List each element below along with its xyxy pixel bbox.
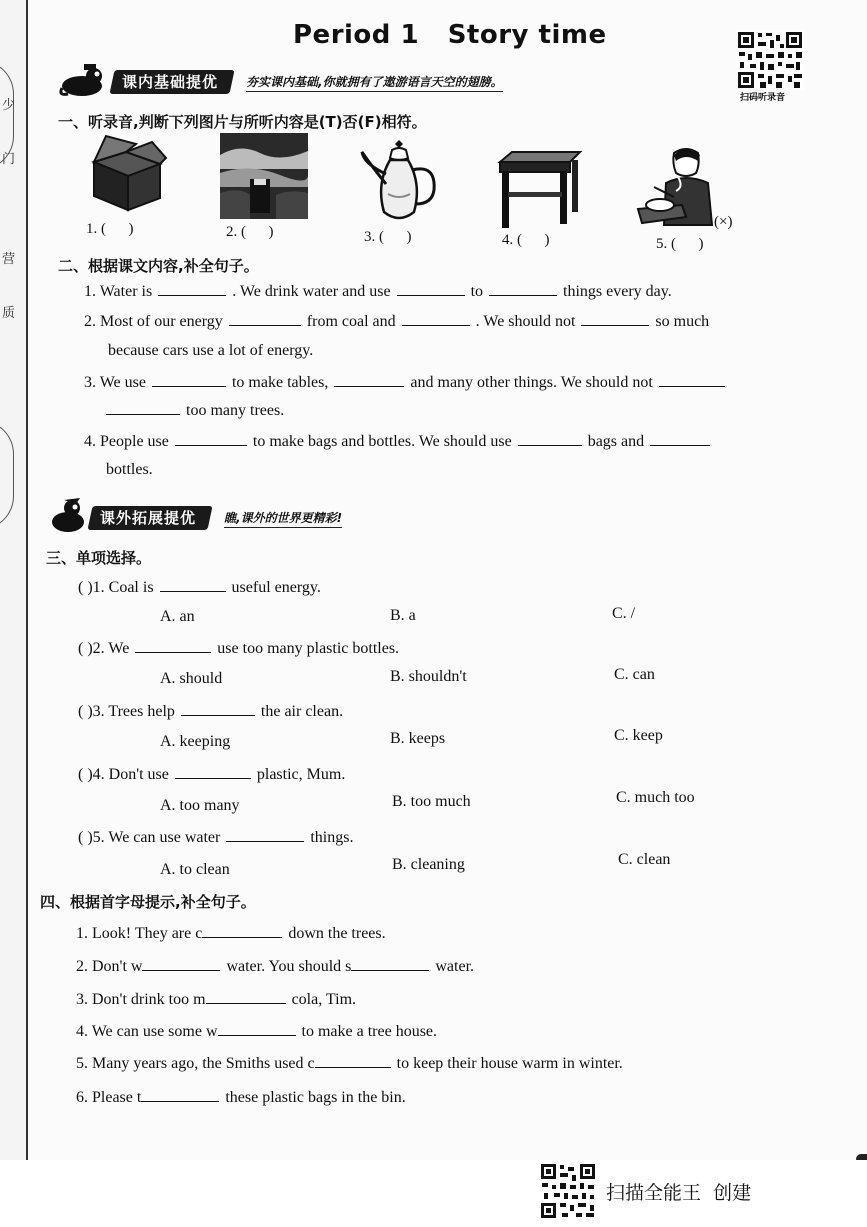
- mc-option-c[interactable]: C. clean: [618, 851, 671, 868]
- fill-blank[interactable]: [135, 639, 211, 653]
- answer-bracket[interactable]: ( )3.: [78, 703, 105, 720]
- mc-option-b[interactable]: B. too much: [392, 793, 471, 810]
- mc-option-c[interactable]: C. /: [612, 605, 636, 622]
- mascot-icon: [58, 64, 112, 98]
- mc-option-a[interactable]: A. keeping: [160, 733, 231, 750]
- mc-option-b[interactable]: B. keeps: [390, 730, 446, 747]
- section-heading: 三、单项选择。: [46, 549, 152, 567]
- sentence-2-4: 4. People use to make bags and bottles. We should use bags and: [84, 432, 716, 451]
- fill-blank[interactable]: [141, 1088, 219, 1102]
- picture-answer-4[interactable]: 4. ( ): [502, 232, 550, 248]
- footer-qr-code-icon[interactable]: [540, 1163, 596, 1219]
- fill-blank[interactable]: [334, 373, 404, 387]
- mc-question-2: ( )2. We use too many plastic bottles.: [78, 640, 400, 657]
- section-heading: 四、根据首字母提示,补全句子。: [40, 893, 256, 911]
- fill-blank[interactable]: [181, 702, 255, 716]
- fill-blank[interactable]: [175, 432, 247, 446]
- mc-option-c[interactable]: C. can: [614, 666, 655, 683]
- mc-option-a[interactable]: A. an: [160, 608, 195, 625]
- fill-blank[interactable]: [152, 373, 226, 387]
- answer-bracket[interactable]: ( )2.: [78, 640, 105, 657]
- banner-tab: 课外拓展提优: [87, 506, 212, 530]
- banner-in-class: [112, 70, 503, 94]
- sentence-2-4-cont: bottles.: [106, 461, 153, 478]
- banner-out-of-class: [90, 506, 342, 530]
- sentence-2-2-cont: because cars use a lot of energy.: [108, 342, 314, 359]
- footer-scanner-text: 扫描全能王 创建: [606, 1182, 752, 1204]
- sentence-2-1: 1. Water is . We drink water and use to things every day.: [84, 283, 672, 300]
- fill-blank[interactable]: [351, 957, 429, 971]
- mc-option-b[interactable]: B. a: [390, 607, 416, 624]
- picture-answer-5[interactable]: 5. ( ): [656, 236, 704, 252]
- initial-letter-sentence-3: 3. Don't drink too m cola, Tim.: [76, 991, 357, 1008]
- fill-blank[interactable]: [315, 1054, 391, 1068]
- mc-option-a[interactable]: A. to clean: [160, 861, 230, 878]
- mc-option-b[interactable]: B. shouldn't: [390, 668, 467, 685]
- mc-option-a[interactable]: A. too many: [160, 797, 240, 814]
- mc-question-4: ( )4. Don't use plastic, Mum.: [78, 766, 346, 783]
- strip-char: 门: [2, 152, 16, 167]
- initial-letter-sentence-4: 4. We can use some w to make a tree house.: [76, 1023, 438, 1040]
- mc-option-c[interactable]: C. much too: [616, 789, 695, 806]
- fill-blank[interactable]: [518, 432, 582, 446]
- fill-blank[interactable]: [202, 924, 282, 938]
- fill-blank[interactable]: [581, 312, 649, 326]
- fill-blank[interactable]: [402, 312, 470, 326]
- picture-answer-3[interactable]: 3. ( ): [364, 229, 412, 245]
- sentence-2-3: 3. We use to make tables, and many other things. We should not: [84, 373, 731, 392]
- picture-answer-2[interactable]: 2. ( ): [226, 224, 274, 240]
- picture-answer-1[interactable]: 1. ( ): [86, 221, 134, 237]
- strip-char: 少: [2, 98, 16, 113]
- fill-blank[interactable]: [659, 373, 725, 387]
- mc-question-1: ( )1. Coal is useful energy.: [78, 579, 321, 596]
- fill-blank[interactable]: [106, 401, 180, 415]
- answer-bracket[interactable]: ( )4.: [78, 766, 105, 783]
- fill-blank[interactable]: [489, 282, 557, 296]
- answer-bracket[interactable]: ( )1.: [78, 579, 105, 596]
- initial-letter-sentence-1: 1. Look! They are c down the trees.: [76, 925, 386, 942]
- fill-blank[interactable]: [158, 282, 226, 296]
- sentence-2-2: 2. Most of our energy from coal and . We should not so much: [84, 313, 710, 330]
- fill-blank[interactable]: [229, 312, 301, 326]
- mc-option-c[interactable]: C. keep: [614, 727, 663, 744]
- strip-char: 营: [2, 252, 16, 267]
- banner-description: 瞧,课外的世界更精彩!: [224, 509, 342, 528]
- section-heading: 二、根据课文内容,补全句子。: [58, 257, 259, 275]
- mc-option-b[interactable]: B. cleaning: [392, 856, 465, 873]
- fill-blank[interactable]: [397, 282, 465, 296]
- picture-5-note: (×): [714, 214, 733, 230]
- forest-picture-icon: [220, 133, 308, 219]
- strip-char: 质: [2, 306, 16, 321]
- fill-blank[interactable]: [206, 990, 286, 1004]
- qr-code-label: 扫码听录音: [740, 93, 786, 103]
- banner-tab: 课内基础提优: [109, 70, 234, 94]
- binding-arc: [0, 420, 14, 530]
- page-title: Period 1 Story time: [293, 20, 607, 50]
- fill-blank[interactable]: [175, 765, 251, 779]
- mc-option-a[interactable]: A. should: [160, 670, 223, 687]
- mc-question-3: ( )3. Trees help the air clean.: [78, 703, 344, 720]
- initial-letter-sentence-6: 6. Please t these plastic bags in the bin.: [76, 1089, 406, 1106]
- boy-eating-picture-icon: [636, 143, 718, 231]
- fill-blank[interactable]: [160, 578, 226, 592]
- fill-blank[interactable]: [650, 432, 710, 446]
- fill-blank[interactable]: [142, 957, 220, 971]
- fill-blank[interactable]: [226, 828, 304, 842]
- initial-letter-sentence-2: 2. Don't w water. You should s water.: [76, 958, 475, 975]
- mascot-icon: [46, 498, 90, 534]
- box-picture-icon: [86, 132, 168, 214]
- mc-question-5: ( )5. We can use water things.: [78, 829, 354, 846]
- banner-description: 夯实课内基础,你就拥有了遨游语言天空的翅膀。: [246, 73, 503, 92]
- fill-blank[interactable]: [218, 1022, 296, 1036]
- teapot-picture-icon: [356, 134, 442, 226]
- initial-letter-sentence-5: 5. Many years ago, the Smiths used c to keep their house warm in winter.: [76, 1055, 623, 1072]
- sentence-2-3-cont: too many trees.: [104, 401, 284, 420]
- qr-code-icon[interactable]: [736, 30, 804, 90]
- left-binding-strip: [0, 0, 28, 1160]
- table-picture-icon: [494, 148, 584, 230]
- section-heading: 一、听录音,判断下列图片与所听内容是(T)否(F)相符。: [58, 113, 427, 131]
- answer-bracket[interactable]: ( )5.: [78, 829, 105, 846]
